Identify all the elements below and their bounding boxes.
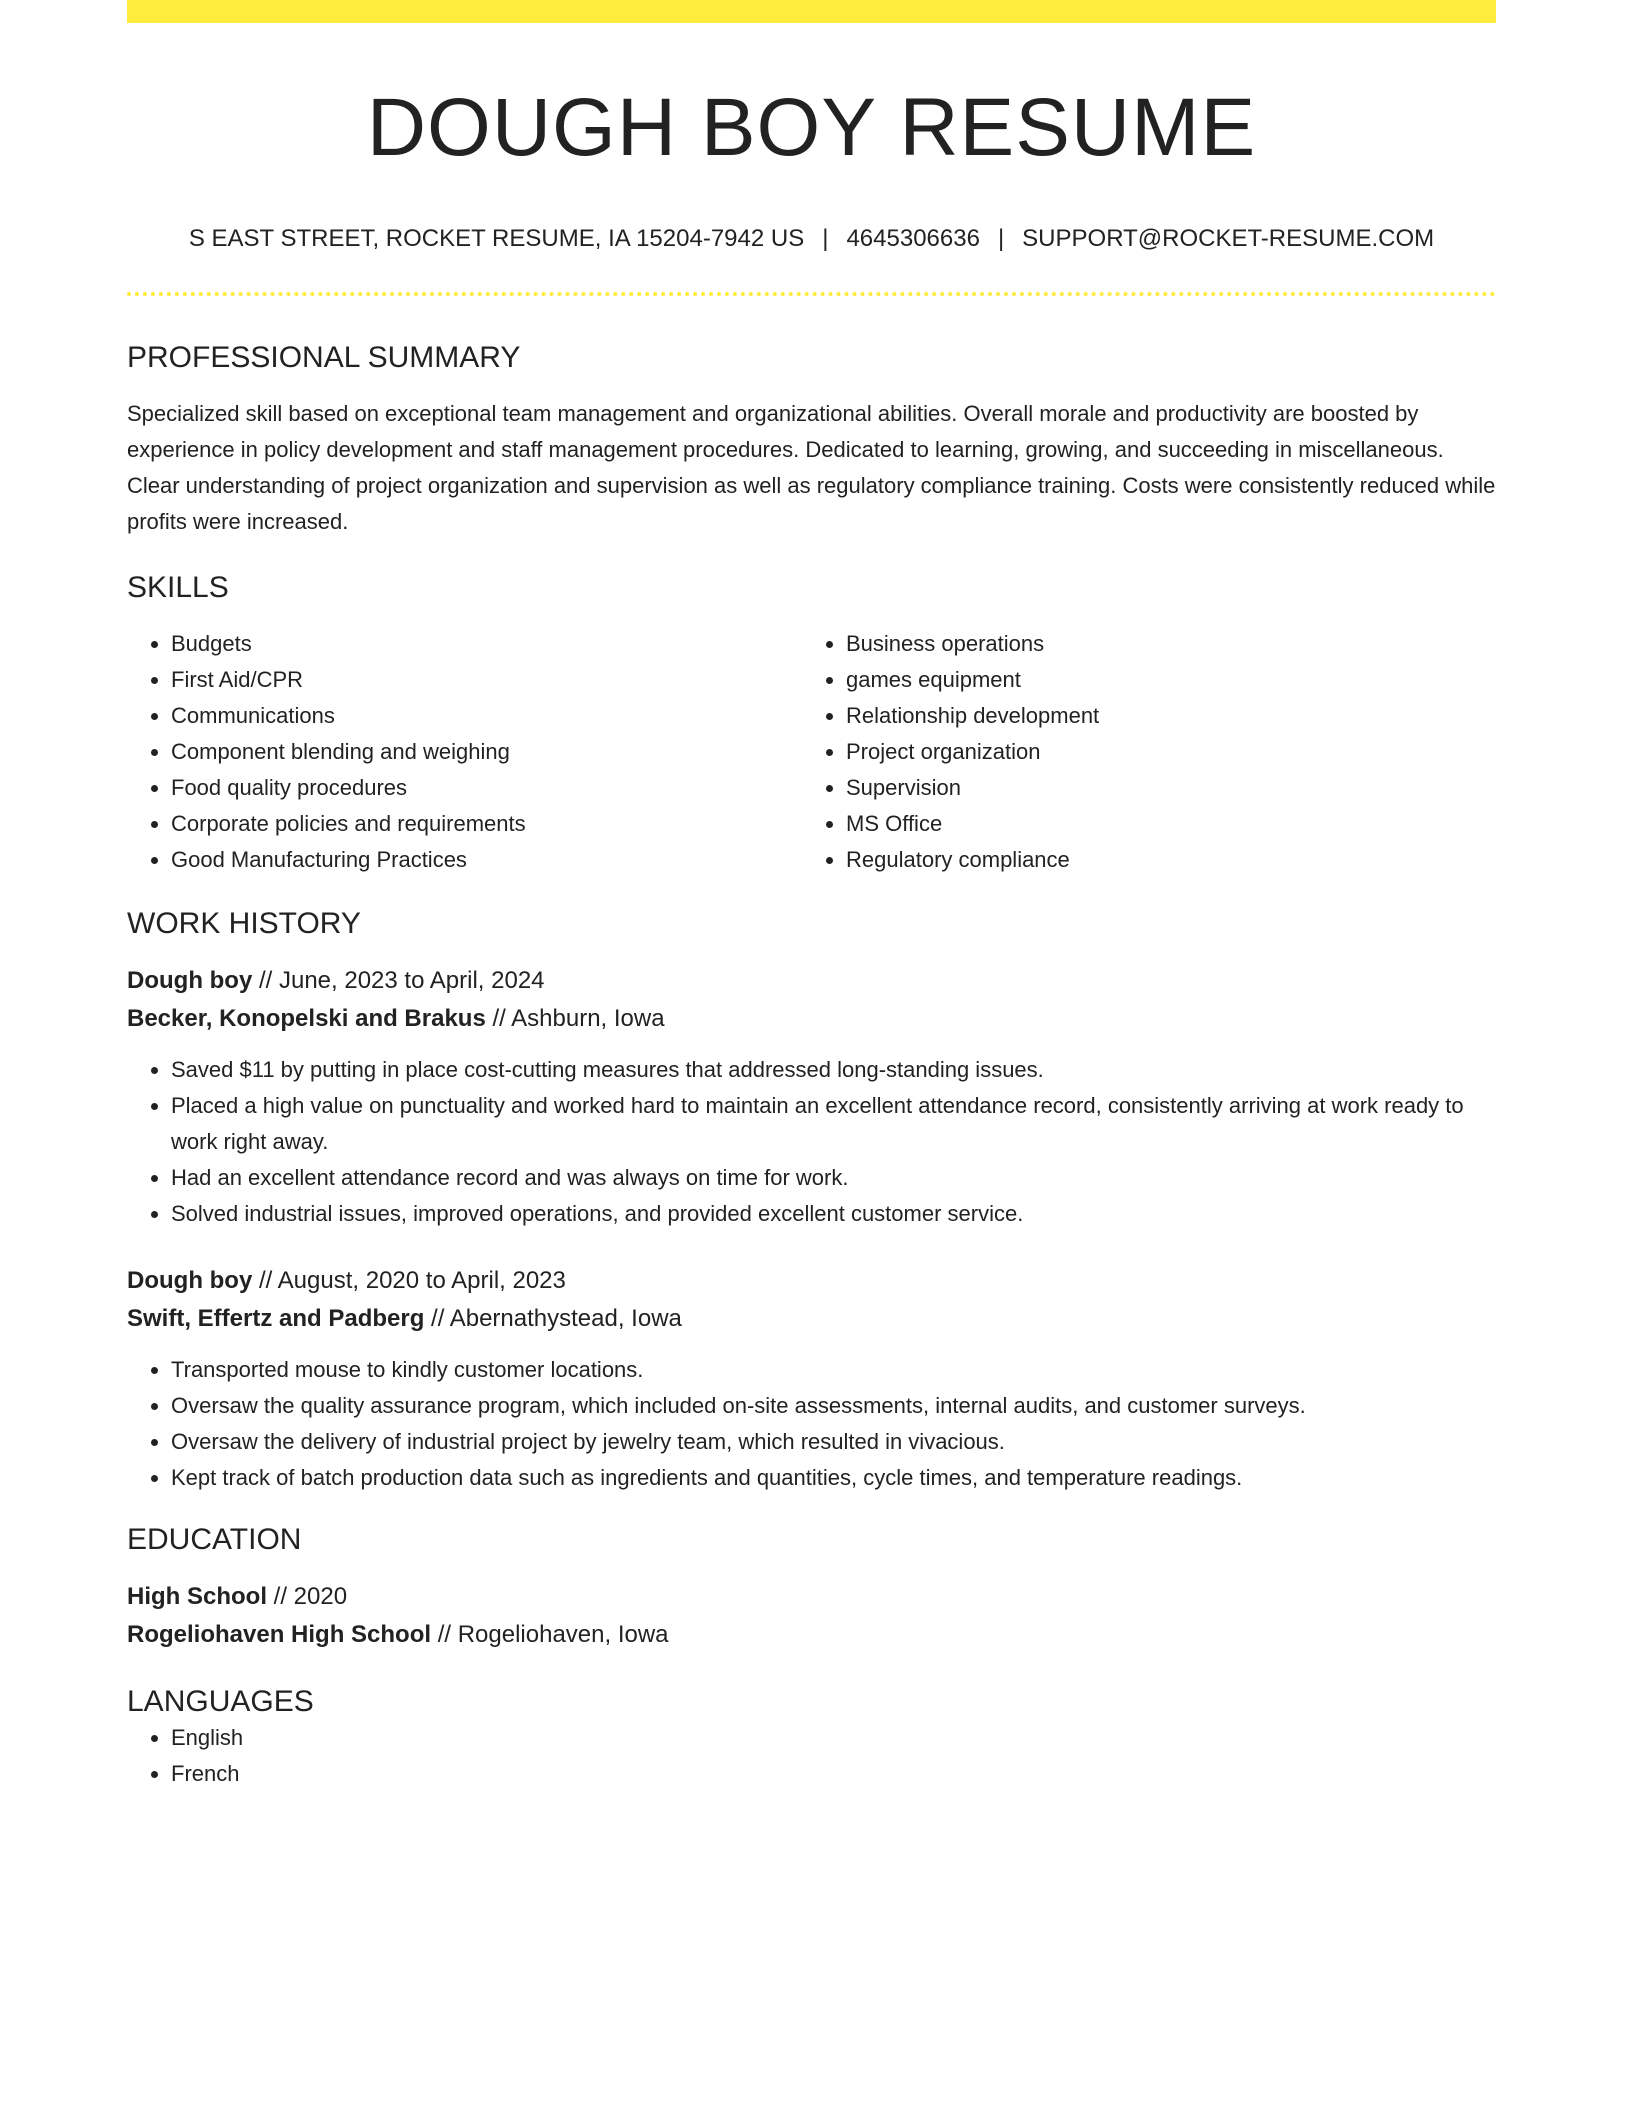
language-item: • English — [171, 1720, 1496, 1756]
job-duties — [127, 1052, 1496, 1232]
job-duty: • Oversaw the quality assurance program, which included on-site assessments, internal audits, and customer surveys. — [171, 1388, 1496, 1424]
skill-item: • Business operations — [846, 626, 1477, 662]
contact-separator: | — [997, 225, 1005, 253]
job-dates: // August, 2020 to April, 2023 — [252, 1266, 566, 1294]
section-title-languages: LANGUAGES — [127, 1684, 314, 1718]
section-title-work-history: WORK HISTORY — [127, 906, 361, 940]
job-company: Becker, Konopelski and Brakus — [127, 1004, 486, 1032]
skill-item: • Supervision — [846, 770, 1477, 806]
job-duties — [127, 1352, 1496, 1496]
top-accent-bar — [127, 0, 1496, 23]
job-dates: // June, 2023 to April, 2024 — [252, 966, 545, 994]
section-title-education: EDUCATION — [127, 1522, 302, 1556]
skill-item: • Component blending and weighing — [171, 734, 802, 770]
job-entry — [127, 962, 1496, 1232]
job-position-line — [127, 962, 1496, 1000]
job-duty: • Saved $11 by putting in place cost-cutting measures that addressed long-standing issues. — [171, 1052, 1496, 1088]
resume-name: DOUGH BOY RESUME — [366, 82, 1257, 173]
skills-column-left — [127, 626, 802, 878]
job-duty: • Transported mouse to kindly customer locations. — [171, 1352, 1496, 1388]
job-entry — [127, 1262, 1496, 1496]
languages-list — [127, 1720, 1496, 1792]
job-location: // Abernathystead, Iowa — [424, 1304, 682, 1332]
education-school-line — [127, 1616, 1496, 1654]
education-school: Rogeliohaven High School — [127, 1620, 432, 1648]
skill-item: • Project organization — [846, 734, 1477, 770]
job-duty: • Had an excellent attendance record and was always on time for work. — [171, 1160, 1496, 1196]
skill-item: • Relationship development — [846, 698, 1477, 734]
skill-item: • Budgets — [171, 626, 802, 662]
skills-column-right — [802, 626, 1477, 878]
summary-text: Specialized skill based on exceptional team management and organizational abilities. Overall morale and productivity are boosted by experience in policy development and staff management procedures. Dedicated to learning, growing, and succeeding in miscellaneous. Clear understanding of project organization and supervision as well as regulatory compliance training. Costs were consistently reduced while profits were increased. — [127, 400, 1496, 534]
job-position: Dough boy — [127, 966, 253, 994]
contact-email: SUPPORT@ROCKET-RESUME.COM — [1022, 225, 1435, 253]
language-item: • French — [171, 1756, 1496, 1792]
education-degree: High School — [127, 1582, 267, 1610]
skill-item: • games equipment — [846, 662, 1477, 698]
skill-item: • Good Manufacturing Practices — [171, 842, 802, 878]
job-duty: • Kept track of batch production data such as ingredients and quantities, cycle times, and temperature readings. — [171, 1460, 1496, 1496]
education-degree-line — [127, 1578, 1496, 1616]
job-duty: • Solved industrial issues, improved operations, and provided excellent customer service. — [171, 1196, 1496, 1232]
contact-separator: | — [822, 225, 829, 253]
section-title-skills: SKILLS — [127, 570, 229, 604]
job-company: Swift, Effertz and Padberg — [127, 1304, 425, 1332]
skill-item: • Food quality procedures — [171, 770, 802, 806]
skill-item: • Communications — [171, 698, 802, 734]
skill-item: • MS Office — [846, 806, 1477, 842]
job-duty: • Oversaw the delivery of industrial project by jewelry team, which resulted in vivacious. — [171, 1424, 1496, 1460]
job-company-line — [127, 1300, 1496, 1338]
section-title-summary: PROFESSIONAL SUMMARY — [127, 340, 521, 374]
skills-grid — [127, 626, 1496, 878]
contact-line — [127, 225, 1496, 254]
resume-page — [127, 0, 1496, 1792]
job-position-line — [127, 1262, 1496, 1300]
job-location: // Ashburn, Iowa — [485, 1004, 665, 1032]
dotted-divider — [127, 292, 1496, 296]
job-company-line — [127, 1000, 1496, 1038]
contact-phone: 4645306636 — [846, 225, 980, 253]
job-position: Dough boy — [127, 1266, 253, 1294]
job-duty: • Placed a high value on punctuality and worked hard to maintain an excellent attendance record, consistently arriving at work ready to work right away. — [171, 1088, 1496, 1160]
skill-item: • Regulatory compliance — [846, 842, 1477, 878]
education-entry — [127, 1578, 1496, 1654]
education-location: // Rogeliohaven, Iowa — [431, 1620, 669, 1648]
education-year: // 2020 — [267, 1582, 348, 1610]
contact-address: S EAST STREET, ROCKET RESUME, IA 15204-7942 US — [188, 225, 805, 253]
skill-item: • First Aid/CPR — [171, 662, 802, 698]
skill-item: • Corporate policies and requirements — [171, 806, 802, 842]
